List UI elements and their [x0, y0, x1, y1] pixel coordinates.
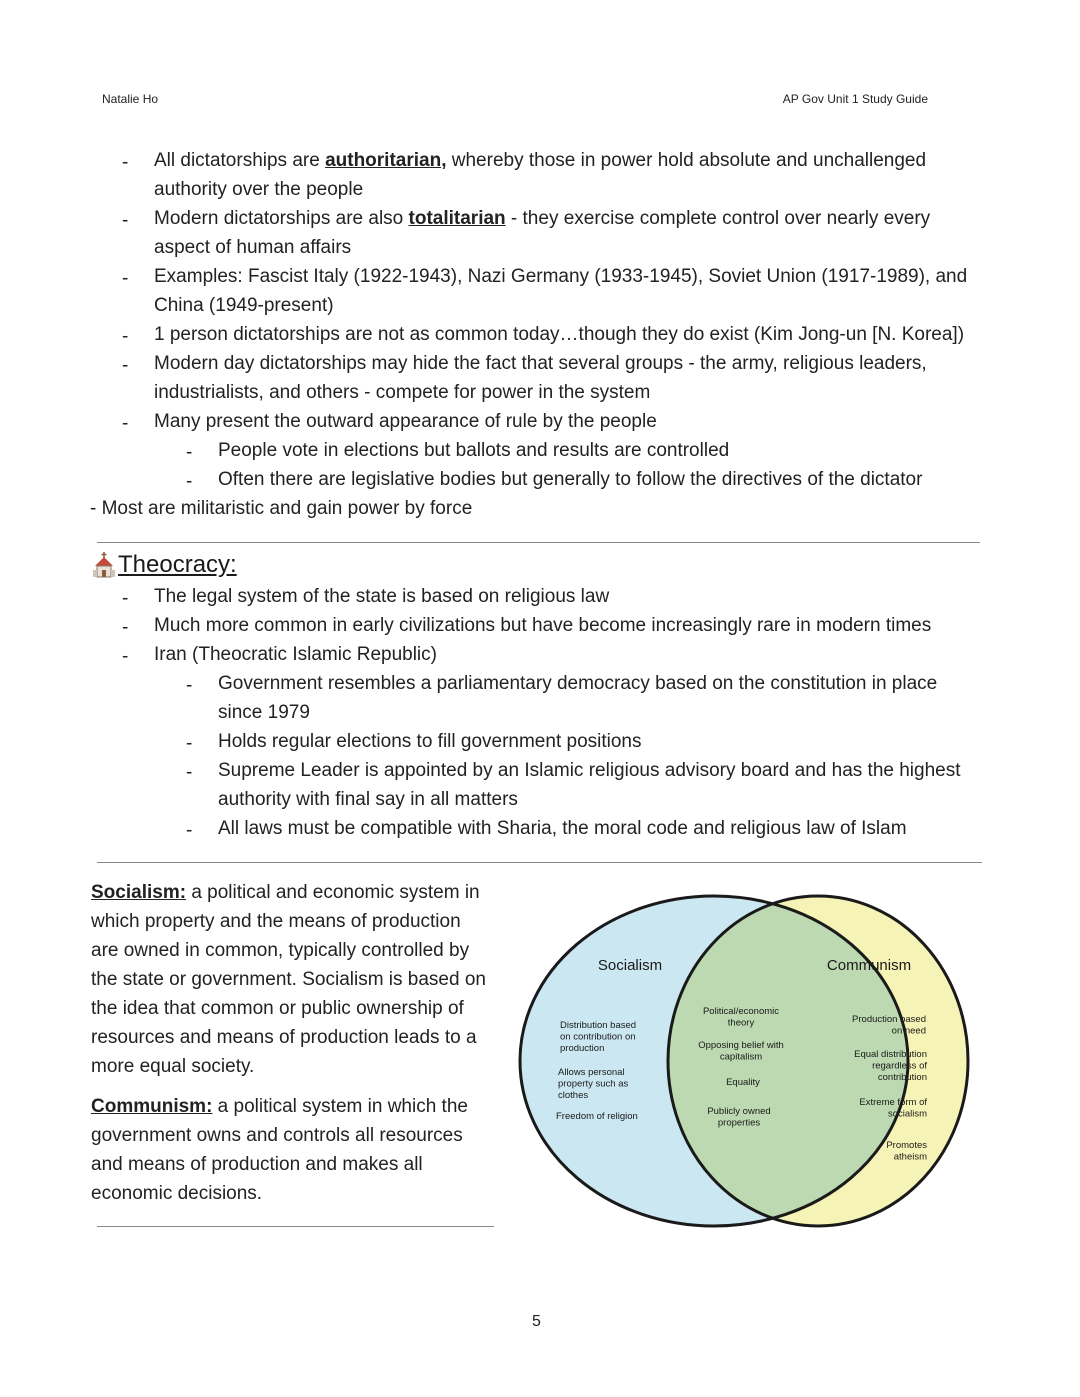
bullet-one-person: 1 person dictatorships are not as common today…though they do exist (Kim Jong-un [N. Korea]) [154, 324, 965, 345]
bullet-text: All dictatorships are [154, 150, 326, 171]
definition-line: the idea that common or public ownership of [91, 998, 464, 1019]
venn-middle-item-text: Political/economic [702, 1006, 780, 1017]
bullet-dash: - [122, 617, 129, 638]
venn-middle-item-text: capitalism [719, 1051, 763, 1063]
sub-bullet-elections: Holds regular elections to fill government positions [218, 731, 642, 752]
venn-right-item-text: Equal distribution [854, 1049, 927, 1060]
bullet-text: whereby those in power hold absolute and unchallenged [446, 150, 927, 171]
definition-line: government owns and controls all resources [91, 1125, 463, 1146]
definition-line: a political system in which the [212, 1096, 468, 1117]
venn-left-item-text: property such as [558, 1078, 629, 1090]
bullet-totalitarian [154, 204, 930, 233]
sub-bullet-dash: - [186, 471, 193, 492]
venn-right-item-text: Production based [852, 1014, 926, 1025]
term-communism: Communism: [91, 1096, 213, 1117]
bullet-dash: - [122, 588, 129, 609]
bullet-text: Modern dictatorships are also [154, 208, 409, 229]
socialism-definition [91, 878, 496, 1081]
definition-line: a political and economic system in [186, 882, 480, 903]
bullet-examples: Examples: Fascist Italy (1922-1943), Nazi Germany (1933-1945), Soviet Union (1917-1989), and [154, 266, 968, 287]
venn-right-title: Communism [826, 957, 912, 974]
bullet-text: - they exercise complete control over nearly every [505, 208, 931, 229]
bullet-dash: - [122, 152, 129, 173]
venn-middle-item-text: theory [727, 1017, 755, 1029]
sub-bullet-legislative: Often there are legislative bodies but generally to follow the directives of the dictator [218, 469, 923, 490]
militaristic-line: - Most are militaristic and gain power by force [90, 498, 473, 519]
communism-definition [91, 1092, 496, 1208]
venn-middle-item-text: properties [717, 1117, 761, 1129]
bullet-line: aspect of human affairs [154, 237, 352, 258]
bullet-modern-day: Modern day dictatorships may hide the fact that several groups - the army, religious leaders, [154, 353, 927, 374]
term-socialism: Socialism: [91, 882, 187, 903]
sub-bullet-line: since 1979 [218, 702, 310, 723]
theocracy-heading [92, 551, 237, 579]
venn-left-item-text: Allows personal [558, 1067, 625, 1078]
venn-right-item-text: contribution [877, 1072, 927, 1083]
venn-left-item-text: Freedom of religion [556, 1111, 638, 1122]
sub-bullet-dash: - [186, 733, 193, 754]
bullet-dash: - [122, 355, 129, 376]
author-name: Natalie Ho [102, 92, 159, 106]
term-totalitarian: totalitarian [408, 208, 506, 229]
term-authoritarian: authoritarian, [325, 150, 447, 171]
venn-left-item-text: on contribution on [560, 1031, 636, 1043]
venn-right-item-text: socialism [887, 1108, 927, 1120]
section-divider [97, 542, 980, 543]
sub-bullet-supreme-leader: Supreme Leader is appointed by an Islamic religious advisory board and has the highest [218, 760, 961, 781]
bullet-authoritarian [154, 146, 926, 175]
sub-bullet-dash: - [186, 820, 193, 841]
bullet-dash: - [122, 326, 129, 347]
venn-right-item-text: regardless of [872, 1060, 927, 1072]
theocracy-title: Theocracy: [118, 551, 237, 578]
bullet-early-civilizations: Much more common in early civilizations but have become increasingly rare in modern times [154, 615, 932, 636]
venn-left-item-text: production [560, 1043, 605, 1054]
venn-middle-item-text: Opposing belief with [698, 1040, 784, 1051]
page-number: 5 [532, 1313, 541, 1330]
venn-right-item-text: Promotes [886, 1140, 927, 1151]
sub-bullet-parliamentary: Government resembles a parliamentary democracy based on the constitution in place [218, 673, 938, 694]
bullet-dash: - [122, 413, 129, 434]
bullet-dash: - [122, 646, 129, 667]
sub-bullet-dash: - [186, 442, 193, 463]
sub-bullet-line: authority with final say in all matters [218, 789, 518, 810]
bullet-dash: - [122, 210, 129, 231]
bullet-line: industrialists, and others - compete for power in the system [154, 382, 651, 403]
definition-line: the state or government. Socialism is based on [91, 969, 486, 990]
definition-line: are owned in common, typically controlled by [91, 940, 470, 961]
venn-middle-item-text: Publicly owned [707, 1106, 771, 1117]
document-title: AP Gov Unit 1 Study Guide [782, 92, 928, 106]
definition-line: economic decisions. [91, 1183, 263, 1204]
bullet-dash: - [122, 268, 129, 289]
venn-left-item-text: clothes [558, 1090, 589, 1101]
definition-line: more equal society. [91, 1056, 255, 1077]
sub-bullet-dash: - [186, 675, 193, 696]
venn-left-item-text: Distribution based [560, 1020, 637, 1031]
definition-line: which property and the means of production [91, 911, 461, 932]
church-icon [92, 552, 116, 578]
bullet-iran: Iran (Theocratic Islamic Republic) [154, 644, 437, 665]
venn-right-item-text: Extreme form of [859, 1097, 927, 1108]
venn-right-item-text: atheism [893, 1151, 927, 1163]
sub-bullet-dash: - [186, 762, 193, 783]
sub-bullet-vote: People vote in elections but ballots and results are controlled [218, 440, 730, 461]
venn-right-item-text: on need [891, 1025, 926, 1037]
bullet-legal-system: The legal system of the state is based on religious law [154, 586, 610, 607]
sub-bullet-sharia: All laws must be compatible with Sharia, the moral code and religious law of Islam [218, 818, 907, 839]
venn-middle-item-text: Equality [726, 1077, 760, 1088]
bullet-line: authority over the people [154, 179, 364, 200]
bullet-appearance: Many present the outward appearance of rule by the people [154, 411, 657, 432]
definition-line: resources and means of production leads to a [91, 1027, 477, 1048]
section-divider [97, 1226, 494, 1227]
venn-left-title: Socialism [597, 957, 663, 974]
venn-diagram [510, 893, 976, 1233]
definition-line: and means of production and makes all [91, 1154, 423, 1175]
bullet-line: China (1949-present) [154, 295, 334, 316]
section-divider [97, 862, 982, 863]
